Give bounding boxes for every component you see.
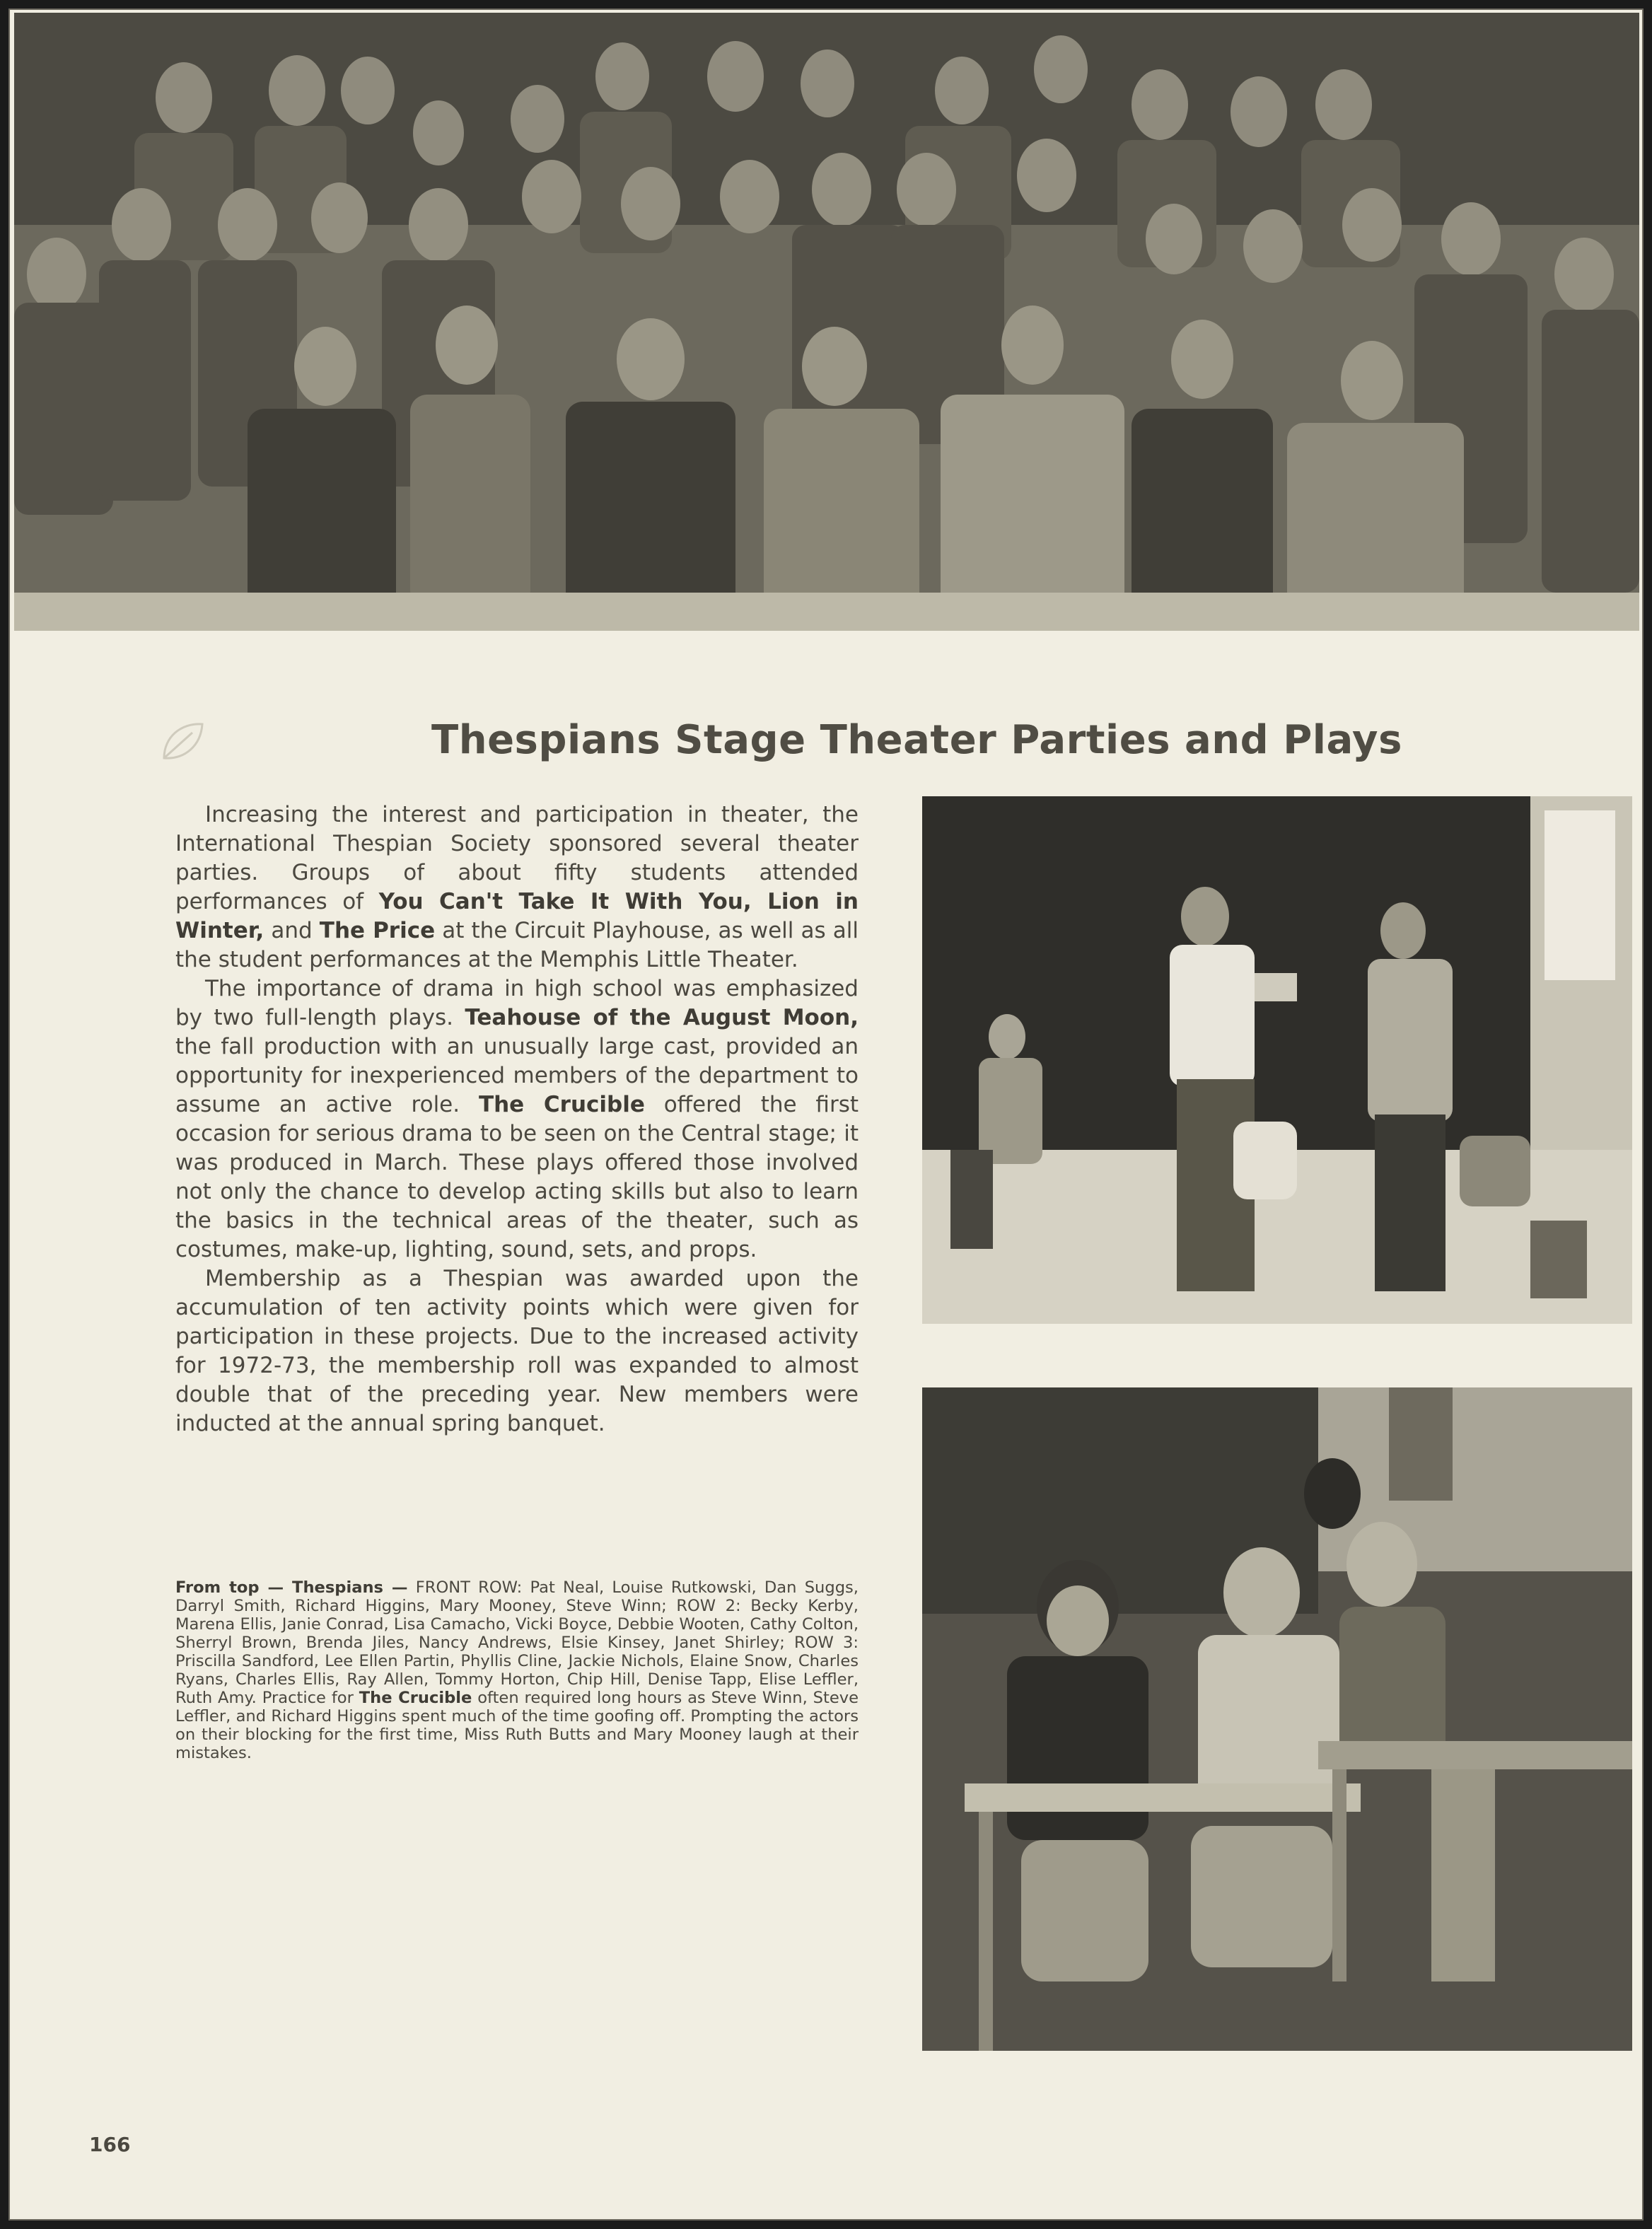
page-number: 166 [89, 2133, 131, 2156]
prompting-actors-photo [922, 1387, 1632, 2051]
article-headline: Thespians Stage Theater Parties and Plays [431, 717, 1402, 763]
class-photo-scene [922, 1387, 1632, 2051]
yearbook-page [8, 8, 1644, 2221]
article-paragraph-3: Membership as a Thespian was awarded upon the accumulation of ten activity points which were given for participation in these projects. Due to the increased activity for 1972-73, the membership roll was expanded to almost double that of the preceding year. New members were inducted at the annual spring banquet. [175, 1266, 859, 1436]
crucible-rehearsal-photo [922, 796, 1632, 1324]
stage-photo-scene [922, 796, 1632, 1324]
article-body [175, 801, 859, 1438]
leaf-ornament-icon [160, 720, 205, 762]
thespians-group-photo [14, 13, 1639, 631]
photo-caption: From top — Thespians — FRONT ROW: Pat Neal, Louise Rutkowski, Dan Suggs, Darryl Smith, Richard Higgins, Mary Mooney, Steve Winn; ROW 2: Becky Kerby, Marena Ellis, Janie Conrad, Lisa Camacho, Vicki Boyce, Debbie Wooten, Cathy Colton, Sherryl Brown, Brenda Jiles, Nancy Andrews, Elsie Kinsey, Janet Shirley; ROW 3: Priscilla Sandford, Lee Ellen Partin, Phyllis Cline, Jackie Nichols, Elaine Snow, Charles Ryans, Charles Ellis, Ray Allen, Tommy Horton, Chip Hill, Denise Tapp, Elise Leffler, Ruth Amy. Practice for The Crucible often required long hours as Steve Winn, Steve Leffler, and Richard Higgins spent much of the time goofing off. Prompting the actors on their blocking for the first time, Miss Ruth Butts and Mary Mooney laugh at their mistakes. [175, 1578, 859, 1762]
article-paragraph-1: Increasing the interest and participation in theater, the International Thespian Society sponsored several theater parties. Groups of about fifty students attended performances of You Can't Take It With You, Lion in Winter, and The Price at the Circuit Playhouse, as well as all the student performances at the Memphis Little Theater. [175, 802, 859, 972]
group-photo-figures [14, 13, 1639, 631]
article-paragraph-2: The importance of drama in high school was emphasized by two full-length plays. Teahouse of the August Moon, the fall production with an unusually large cast, provided an opportunity for inexperienced members of the department to assume an active role. The Crucible offered the first occasion for serious drama to be seen on the Central stage; it was produced in March. These plays offered those involved not only the chance to develop acting skills but also to learn the basics in the technical areas of the theater, such as costumes, make-up, lighting, sound, sets, and props. [175, 976, 859, 1262]
